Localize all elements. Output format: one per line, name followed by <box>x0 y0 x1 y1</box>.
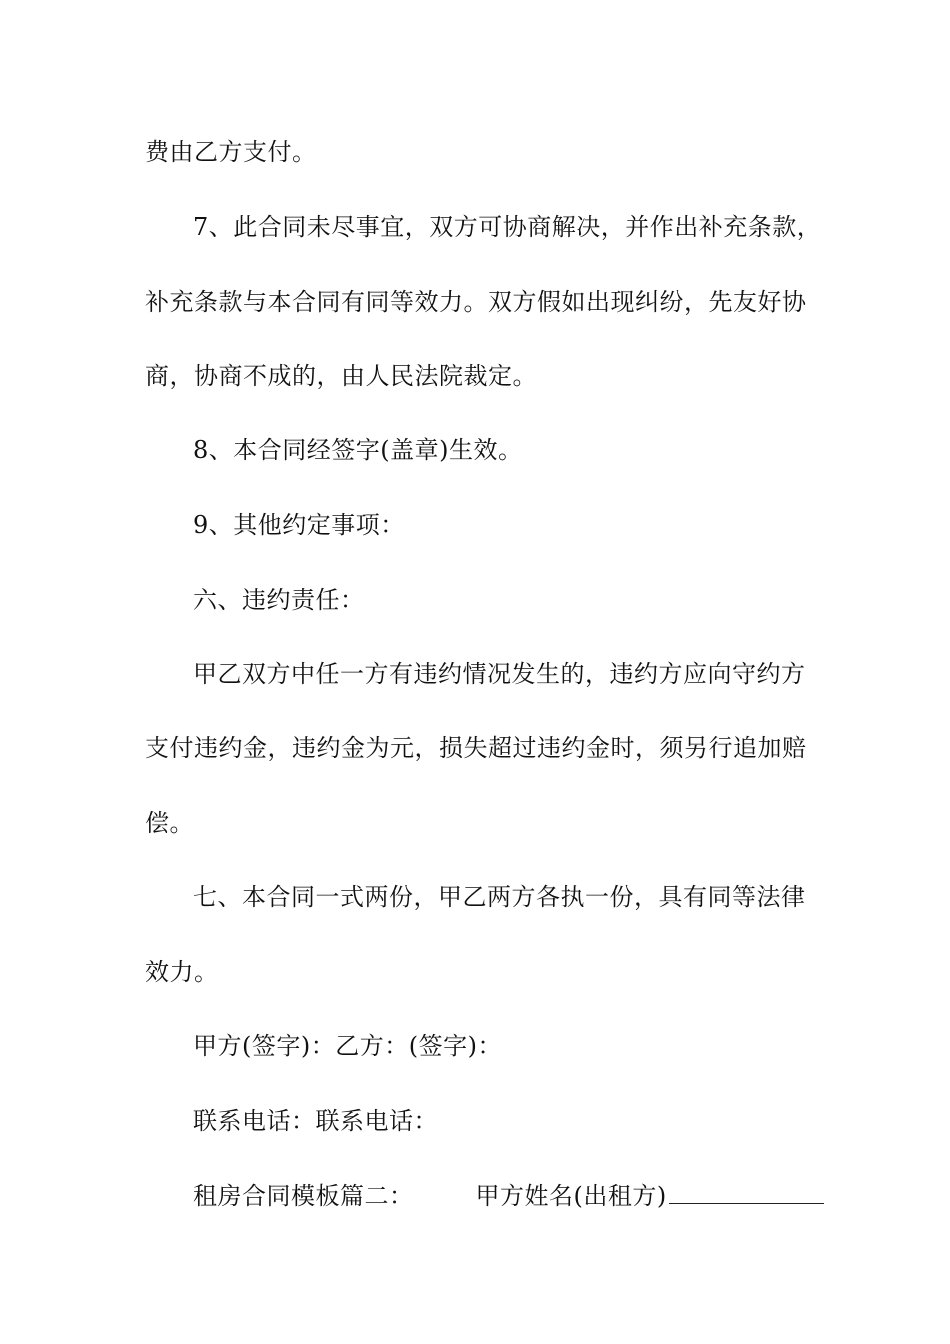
text-line: 商，协商不成的，由人民法院裁定。 <box>145 362 537 390</box>
text-line: 效力。 <box>145 958 219 986</box>
text-line: 费由乙方支付。 <box>145 138 317 166</box>
text-line: 补充条款与本合同有同等效力。双方假如出现纠纷，先友好协 <box>145 288 807 316</box>
clause-7-line: 7、此合同未尽事宜，双方可协商解决，并作出补充条款， <box>193 213 822 241</box>
text-line: 支付违约金，违约金为元，损失超过违约金时，须另行追加赔 <box>145 734 807 762</box>
template-header-line <box>193 1180 824 1212</box>
contact-line: 联系电话：联系电话： <box>193 1107 438 1135</box>
clause-9-line: 9、其他约定事项： <box>193 511 405 539</box>
template-title: 租房合同模板篇二： <box>193 1182 414 1210</box>
text-line: 偿。 <box>145 809 194 837</box>
landlord-name-label: 甲方姓名(出租方) <box>475 1182 667 1210</box>
clause-8-line: 8、本合同经签字(盖章)生效。 <box>193 436 523 464</box>
signature-line: 甲方(签字)：乙方：(签字)： <box>193 1032 502 1060</box>
text-line: 甲乙双方中任一方有违约情况发生的，违约方应向守约方 <box>193 660 806 688</box>
text-line: 七、本合同一式两份，甲乙两方各执一份，具有同等法律 <box>193 883 806 911</box>
section-heading: 六、违约责任： <box>193 586 365 614</box>
landlord-name-blank <box>669 1181 824 1204</box>
